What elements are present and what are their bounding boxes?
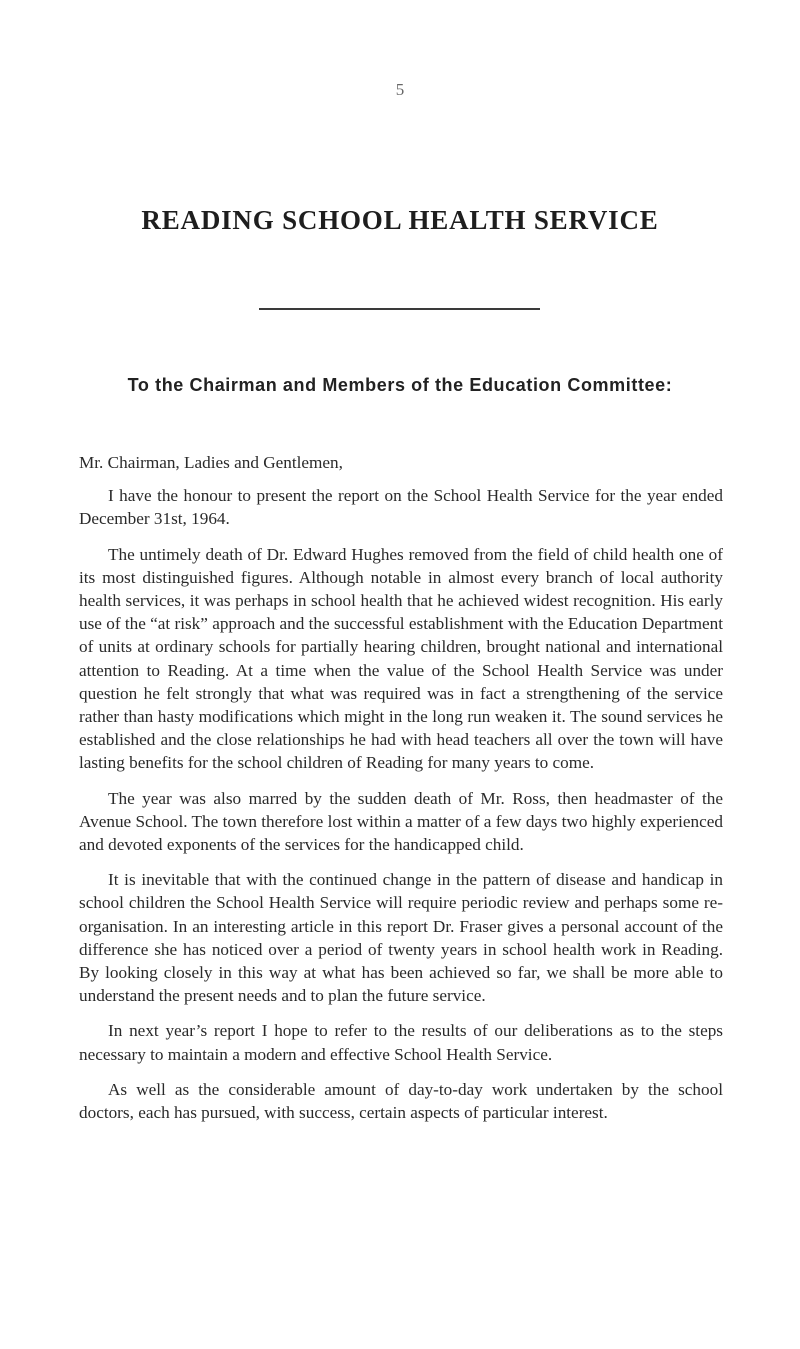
addressee-heading: To the Chairman and Members of the Education Committee:	[127, 375, 673, 395]
page-title: READING SCHOOL HEALTH SERVICE	[141, 205, 659, 235]
letter-body	[79, 451, 723, 1136]
title-divider	[259, 308, 540, 310]
paragraph-mr-ross: The year was also marred by the sudden death of Mr. Ross, then headmaster of the Avenue School. The town therefore lost within a matter of a few days two highly experienced and devoted exponents of the services for the handicapped child.	[79, 788, 723, 855]
paragraph-dr-hughes: The untimely death of Dr. Edward Hughes removed from the field of child health one of its most distinguished figures. Although notable in almost every branch of local authority health services, it was perhaps in school health that he achieved widest recognition. His early use of the “at risk” approach and the successful establishment with the Education Department of units at ordinary schools for partially hearing children, brought national and international attention to Reading. At a time when the value of the School Health Service was under question he felt strongly that what was required was in fact a strengthening of the service rather than hasty modifications which might in the long run weaken it. The sound services he established and the close relationships he had with head teachers all over the town will have lasting benefits for the school children of Reading for many years to come.	[79, 544, 723, 773]
paragraph-next-year: In next year’s report I hope to refer to the results of our deliberations as to the steps necessary to maintain a modern and effective School Health Service.	[79, 1021, 723, 1064]
paragraph-school-doctors: As well as the considerable amount of day-to-day work undertaken by the school doctors, each has pursued, with success, certain aspects of particular interest.	[79, 1079, 723, 1123]
page-number: 5	[395, 80, 405, 99]
salutation: Mr. Chairman, Ladies and Gentlemen,	[79, 453, 343, 472]
paragraph-review: It is inevitable that with the continued change in the pattern of disease and handicap in school children the School Health Service will require periodic review and perhaps some re-organisation. In an interesting article in this report Dr. Fraser gives a personal account of the difference she has noticed over a period of twenty years in school health work in Reading. By looking closely in this way at what has been achieved so far, we shall be more able to understand the present needs and to plan the future service.	[79, 870, 723, 1006]
paragraph-report-intro: I have the honour to present the report on the School Health Service for the year ended December 31st, 1964.	[79, 486, 723, 529]
